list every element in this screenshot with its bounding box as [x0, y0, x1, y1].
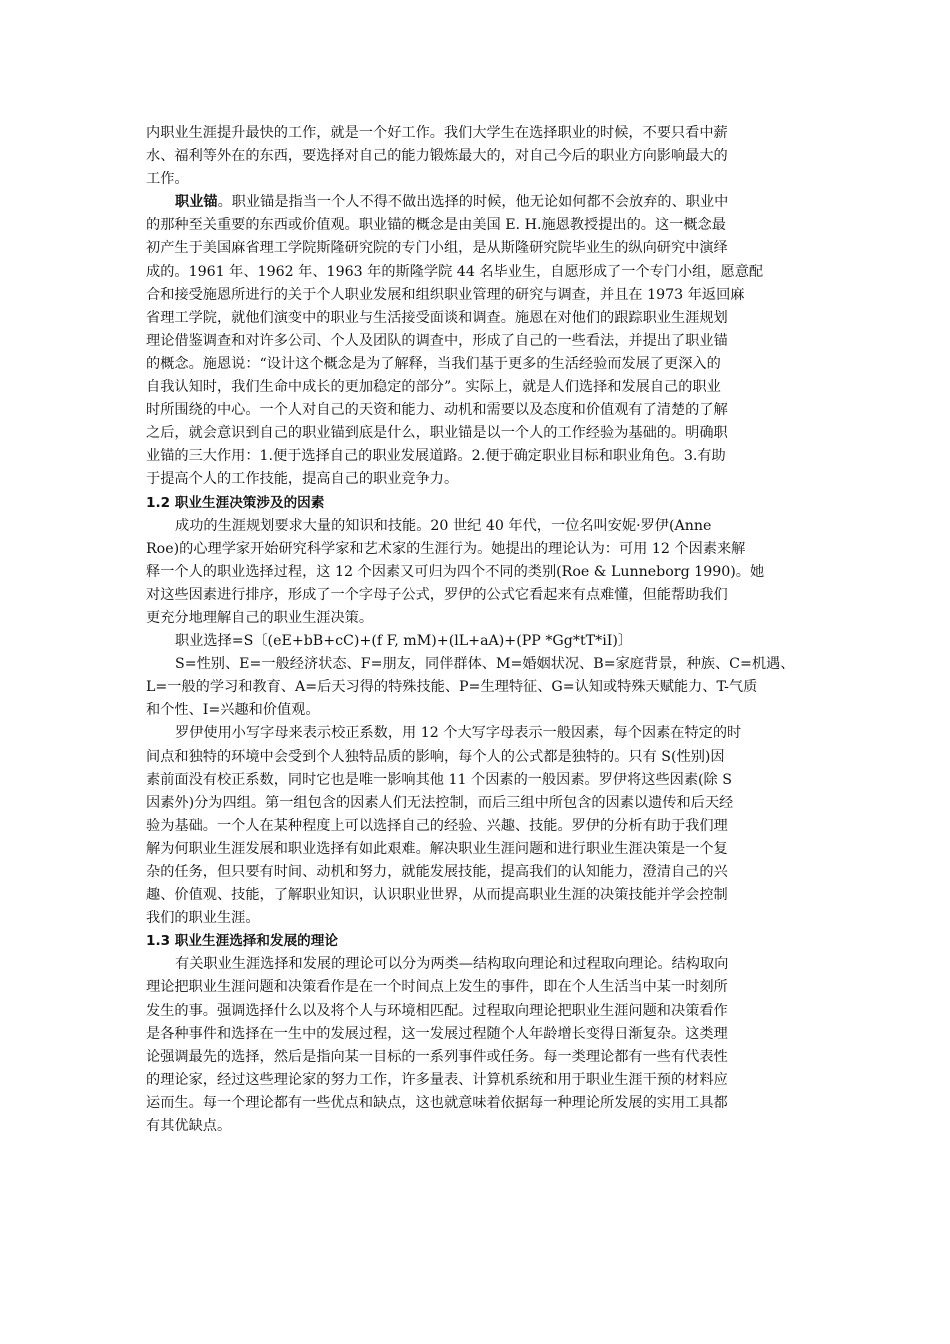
- document-page: [146, 122, 813, 1138]
- anchor-line-12: 业锚的三大作用：1.便于选择自己的职业发展道路。2.便于确定职业目标和职业角色。3.有助: [146, 448, 726, 465]
- anchor-line-3: 初产生于美国麻省理工学院斯隆研究院的专门小组，是从斯隆研究院毕业生的纵向研究中演绎: [146, 240, 728, 257]
- sec13-p1-line-7: 运而生。每一个理论都有一些优点和缺点，这也就意味着依据每一种理论所发展的实用工具都: [146, 1094, 728, 1111]
- anchor-line-6: 省理工学院，就他们演变中的职业与生活接受面谈和调查。施恩在对他们的跟踪职业生涯规划: [146, 309, 728, 326]
- sec12-p2-line-9: 我们的职业生涯。: [146, 910, 260, 927]
- sec12-p2-line-4: 因素外)分为四组。第一组包含的因素人们无法控制，而后三组中所包含的因素以遗传和后天经: [146, 794, 734, 811]
- anchor-first-rest: 。职业锚是指当一个人不得不做出选择的时候，他无论如何都不会放弃的、职业中: [217, 194, 729, 211]
- sec13-p1-line-1: 有关职业生涯选择和发展的理论可以分为两类—结构取向理论和过程取向理论。结构取向: [175, 956, 729, 973]
- anchor-line-2: 的那种至关重要的东西或价值观。职业锚的概念是由美国 E. H.施恩教授提出的。这一概念最: [146, 217, 726, 234]
- sec12-p1-line-1: 成功的生涯规划要求大量的知识和技能。20 世纪 40 年代，一位名叫安妮·罗伊(Anne: [175, 517, 712, 534]
- sec12-p2-line-2: 间点和独特的环境中会受到个人独特品质的影响，每个人的公式都是独特的。只有 S(性别)因: [146, 748, 725, 765]
- intro-line-3: 工作。: [146, 171, 189, 188]
- sec12-p1-line-2: Roe)的心理学家开始研究科学家和艺术家的生涯行为。她提出的理论认为：可用 12 个因素来解: [146, 540, 746, 557]
- section-heading-1-2: 1.2 职业生涯决策涉及的因素: [146, 494, 325, 511]
- anchor-line-10: 时所围绕的中心。一个人对自己的天资和能力、动机和需要以及态度和价值观有了清楚的了解: [146, 402, 728, 419]
- sec12-p2-line-5: 验为基础。一个人在某种程度上可以选择自己的经验、兴趣、技能。罗伊的分析有助于我们理: [146, 817, 728, 834]
- sec12-p2-line-6: 解为何职业生涯发展和职业选择有如此艰难。解决职业生涯问题和进行职业生涯决策是一个复: [146, 840, 728, 857]
- anchor-line-9: 自我认知时，我们生命中成长的更加稳定的部分”。实际上，就是人们选择和发展自己的职业: [146, 379, 721, 396]
- anchor-line-11: 之后，就会意识到自己的职业锚到底是什么，职业锚是以一个人的工作经验为基础的。明确职: [146, 425, 728, 442]
- sec12-p2-line-7: 杂的任务，但只要有时间、动机和努力，就能发展技能，提高我们的认知能力，澄清自己的兴: [146, 864, 728, 880]
- sec13-p1-line-5: 论强调最先的选择，然后是指向某一目标的一系列事件或任务。每一类理论都有一些有代表性: [146, 1048, 728, 1065]
- section-heading-1-3: 1.3 职业生涯选择和发展的理论: [146, 933, 338, 950]
- sec12-p2-line-3: 素前面没有校正系数，同时它也是唯一影响其他 11 个因素的一般因素。罗伊将这些因素(除 S: [146, 771, 732, 788]
- intro-line-2: 水、福利等外在的东西，要选择对自己的能力锻炼最大的，对自己今后的职业方向影响最大的: [146, 148, 728, 165]
- formula-legend-line-3: 和个性、I=兴趣和价值观。: [146, 702, 320, 719]
- anchor-line-5: 合和接受施恩所进行的关于个人职业发展和组织职业管理的研究与调查，并且在 1973 年返回麻: [146, 286, 745, 303]
- sec12-p2-line-8: 趣、价值观、技能，了解职业知识，认识职业世界，从而提高职业生涯的决策技能并学会控制: [146, 887, 728, 904]
- anchor-line-8: 的概念。施恩说：“设计这个概念是为了解释，当我们基于更多的生活经验而发展了更深入的: [146, 355, 721, 372]
- sec13-p1-line-4: 是各种事件和选择在一生中的发展过程，这一发展过程随个人年龄增长变得日渐复杂。这类理: [146, 1025, 728, 1042]
- anchor-term: 职业锚: [175, 194, 218, 211]
- roe-formula: 职业选择=S〔(eE+bB+cC)+(f F, mM)+(lL+aA)+(PP *Gg*tT*iI)〕: [175, 633, 633, 650]
- sec12-p2-line-1: 罗伊使用小写字母来表示校正系数，用 12 个大写字母表示一般因素，每个因素在特定的时: [175, 725, 742, 742]
- anchor-line-4: 成的。1961 年、1962 年、1963 年的斯隆学院 44 名毕业生，自愿形成了一个专门小组，愿意配: [146, 263, 764, 280]
- intro-line-1: 内职业生涯提升最快的工作，就是一个好工作。我们大学生在选择职业的时候，不要只看中薪: [146, 125, 728, 141]
- sec13-p1-line-8: 有其优缺点。: [146, 1118, 232, 1135]
- sec13-p1-line-2: 理论把职业生涯问题和决策看作是在一个时间点上发生的事件，即在个人生活当中某一时刻所: [146, 979, 728, 996]
- sec13-p1-line-3: 发生的事。强调选择什么以及将个人与环境相匹配。过程取向理论把职业生涯问题和决策看作: [146, 1002, 728, 1019]
- sec12-p1-line-5: 更充分地理解自己的职业生涯决策。: [146, 609, 374, 626]
- formula-legend-line-2: L=一般的学习和教育、A=后天习得的特殊技能、P=生理特征、G=认知或特殊天赋能力、T-气质: [146, 679, 758, 696]
- anchor-line-1: [146, 191, 813, 214]
- sec12-p1-line-4: 对这些因素进行排序，形成了一个字母子公式，罗伊的公式它看起来有点难懂，但能帮助我们: [146, 586, 728, 603]
- sec12-p1-line-3: 释一个人的职业选择过程，这 12 个因素又可归为四个不同的类别(Roe & Lunneborg 1990)。她: [146, 563, 765, 580]
- anchor-line-7: 理论借鉴调查和对许多公司、个人及团队的调查中，形成了自己的一些看法，并提出了职业锚: [146, 332, 728, 349]
- anchor-line-13: 于提高个人的工作技能，提高自己的职业竞争力。: [146, 471, 459, 488]
- formula-legend-line-1: S=性别、E=一般经济状态、F=朋友，同伴群体、M=婚姻状况、B=家庭背景，种族、C=机遇、: [175, 656, 795, 673]
- sec13-p1-line-6: 的理论家，经过这些理论家的努力工作，许多量表、计算机系统和用于职业生涯干预的材料应: [146, 1071, 728, 1088]
